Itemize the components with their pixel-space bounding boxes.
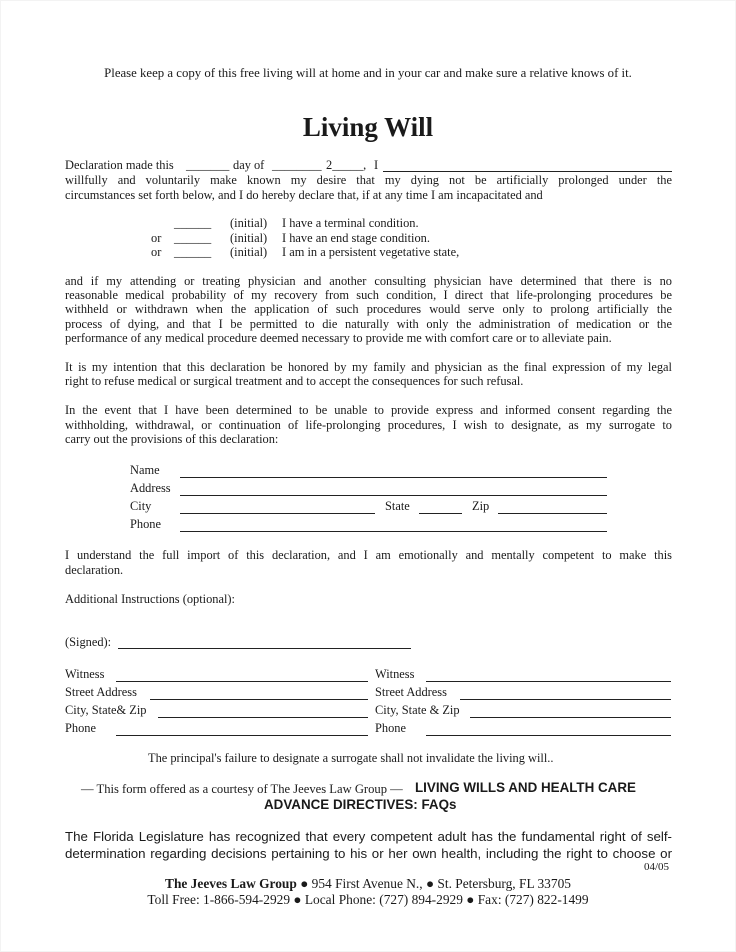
witness-2-label: Witness [375, 667, 415, 681]
footer-address-line [0, 876, 736, 892]
bullet-icon: ● [425, 876, 435, 891]
witness-2-phone-label: Phone [375, 721, 406, 735]
faq-heading-line-2: ADVANCE DIRECTIVES: FAQs [264, 797, 457, 812]
footer-city: St. Petersburg, FL 33705 [437, 876, 571, 891]
surrogate-zip-label: Zip [472, 499, 490, 513]
signature-line[interactable] [118, 648, 411, 649]
witness-2-city-field[interactable] [470, 717, 671, 718]
surrogate-state-label: State [385, 499, 410, 513]
declarant-name-line[interactable] [383, 171, 672, 172]
condition-3-blank[interactable]: ______ [174, 245, 212, 259]
witness-2-street-field[interactable] [460, 699, 671, 700]
witness-1-street-label: Street Address [65, 685, 137, 699]
witness-1-name-field[interactable] [116, 681, 368, 682]
witness-2-street-label: Street Address [375, 685, 447, 699]
surrogate-city-label: City [130, 499, 152, 513]
footer-street: 954 First Avenue N., [311, 876, 423, 891]
condition-2-initial: (initial) [230, 231, 268, 245]
surrogate-city-field[interactable] [180, 513, 375, 514]
witness-1-label: Witness [65, 667, 105, 681]
surrogate-address-field[interactable] [180, 495, 607, 496]
bullet-icon: ● [293, 892, 302, 907]
bullet-icon: ● [300, 876, 309, 891]
declaration-i-label: I [374, 158, 379, 172]
condition-1-blank[interactable]: ______ [174, 216, 212, 230]
footer-local-phone: Local Phone: (727) 894-2929 [304, 892, 463, 907]
paragraph-2-line: It is my intention that this declaration be honored by my family and physician as the final expression of my legal [65, 360, 672, 374]
witness-1-city-field[interactable] [158, 717, 368, 718]
declaration-day-blank[interactable]: _______ [186, 158, 230, 172]
faq-heading-line-1: LIVING WILLS AND HEALTH CARE [415, 780, 636, 795]
surrogate-zip-field[interactable] [498, 513, 607, 514]
surrogate-state-field[interactable] [419, 513, 462, 514]
condition-1-initial: (initial) [230, 216, 268, 230]
paragraph-1-line: process of dying, and that I be permitted to die naturally with only the administration of medication or the [65, 317, 672, 331]
witness-2-phone-field[interactable] [426, 735, 671, 736]
condition-2-blank[interactable]: ______ [174, 231, 212, 245]
faq-text-line: The Florida Legislature has recognized that every competent adult has the fundamental right of self- [65, 829, 672, 844]
condition-1-text: I have a terminal condition. [282, 216, 419, 230]
surrogate-address-label: Address [130, 481, 171, 495]
paragraph-4-line: declaration. [65, 563, 124, 577]
header-note: Please keep a copy of this free living will at home and in your car and make sure a relative knows of it. [104, 66, 632, 80]
courtesy-note: — This form offered as a courtesy of The Jeeves Law Group — [81, 782, 403, 796]
declaration-year[interactable]: 2_____, [326, 158, 367, 172]
witness-1-phone-label: Phone [65, 721, 96, 735]
additional-instructions-label: Additional Instructions (optional): [65, 592, 236, 606]
surrogate-name-label: Name [130, 463, 160, 477]
paragraph-1-line: performance of any medical procedure deemed necessary to provide me with comfort care or to alleviate pain. [65, 331, 612, 345]
paragraph-1-line: and if my attending or treating physician and another consulting physician have determined that there is no [65, 274, 672, 288]
witness-2-name-field[interactable] [426, 681, 671, 682]
witness-1-street-field[interactable] [150, 699, 368, 700]
surrogate-name-field[interactable] [180, 477, 607, 478]
paragraph-1-line: withheld or withdrawn when the application of such procedures would serve only to prolong artificially the [65, 302, 672, 316]
witness-2-city-label: City, State & Zip [375, 703, 460, 717]
paragraph-3-line: In the event that I have been determined to be unable to provide express and informed consent regarding the [65, 403, 672, 417]
declaration-line-3: circumstances set forth below, and I do hereby declare that, if at any time I am incapacitated and [65, 188, 543, 202]
document-title: Living Will [302, 112, 434, 142]
paragraph-3-line: withholding, withdrawal, or continuation of life-prolonging procedures, I wish to designate, as my surrogate to [65, 418, 672, 432]
signed-label: (Signed): [65, 635, 112, 649]
footer-phone-line [0, 892, 736, 908]
witness-1-city-label: City, State& Zip [65, 703, 147, 717]
declaration-month-blank[interactable]: ________ [272, 158, 322, 172]
paragraph-1-line: reasonable medical probability of my recovery from such condition, I direct that life-prolonging procedures be [65, 288, 672, 302]
condition-3-or: or [151, 245, 162, 259]
condition-3-text: I am in a persistent vegetative state, [282, 245, 460, 259]
surrogate-phone-label: Phone [130, 517, 161, 531]
bullet-icon: ● [466, 892, 475, 907]
declaration-day-of: day of [233, 158, 265, 172]
declaration-made-this: Declaration made this [65, 158, 174, 172]
footer-fax: Fax: (727) 822-1499 [477, 892, 589, 907]
condition-3-initial: (initial) [230, 245, 268, 259]
declaration-line-2: willfully and voluntarily make known my desire that my dying not be artificially prolonged under the [65, 173, 672, 187]
condition-2-text: I have an end stage condition. [282, 231, 430, 245]
condition-2-or: or [151, 231, 162, 245]
paragraph-2-line: right to refuse medical or surgical treatment and to accept the consequences for such refusal. [65, 374, 524, 388]
failure-note: The principal's failure to designate a surrogate shall not invalidate the living will.. [148, 751, 554, 765]
witness-1-phone-field[interactable] [116, 735, 368, 736]
paragraph-3-line: carry out the provisions of this declaration: [65, 432, 279, 446]
footer-firm-name: The Jeeves Law Group [165, 876, 297, 891]
paragraph-4-line: I understand the full import of this declaration, and I am emotionally and mentally competent to make this [65, 548, 672, 562]
faq-text-line: determination regarding decisions pertaining to his or her own health, including the right to choose or [65, 846, 672, 861]
footer-toll-free: Toll Free: 1-866-594-2929 [147, 892, 291, 907]
form-date: 04/05 [644, 861, 670, 873]
surrogate-phone-field[interactable] [180, 531, 607, 532]
